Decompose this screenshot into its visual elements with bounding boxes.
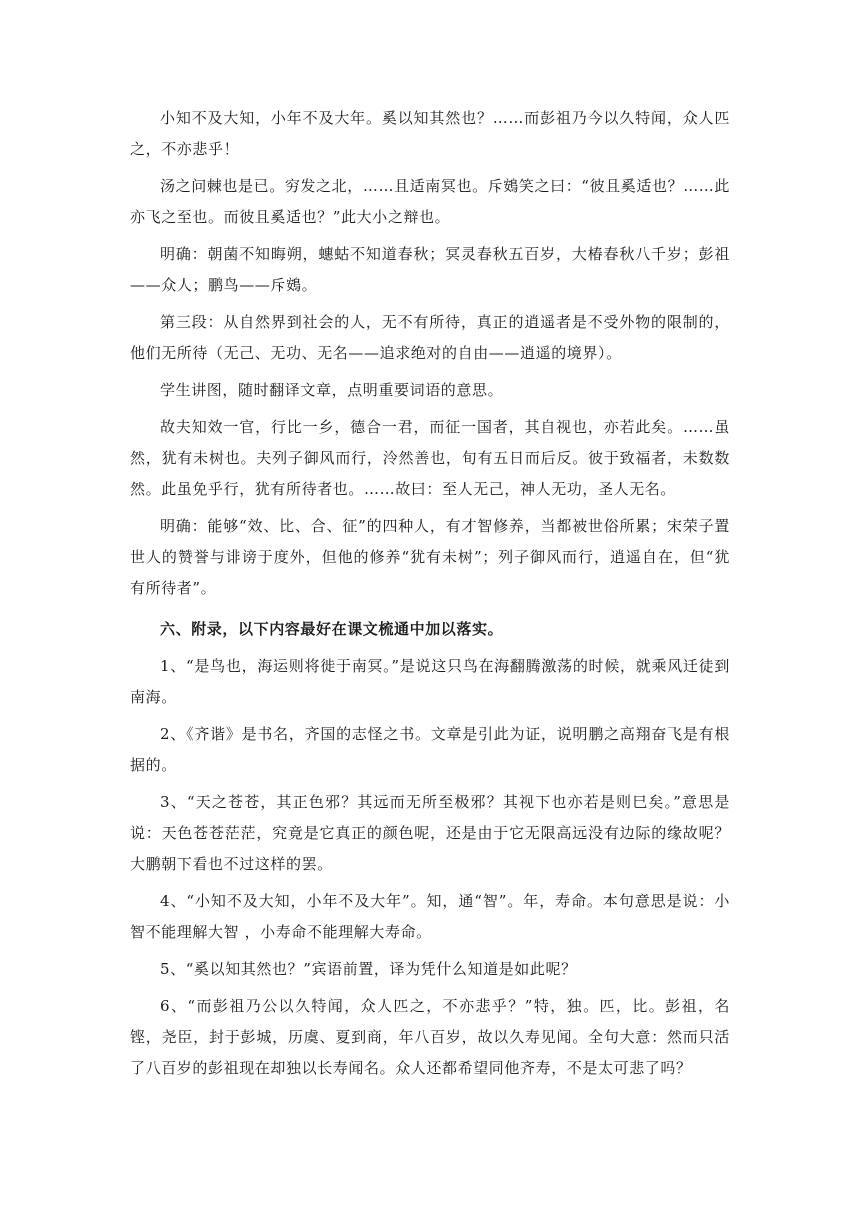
appendix-heading: 六、附录，以下内容最好在课文梳通中加以落实。 (160, 620, 504, 638)
document-body (130, 103, 730, 1090)
appendix-item: 1、“是鸟也，海运则将徙于南冥。”是说这只鸟在海翻腾激荡的时候，就乘风迁徒到南海。 (130, 657, 730, 706)
appendix-item: 5、“奚以知其然也？”宾语前置，译为凭什么知道是如此呢？ (160, 960, 577, 978)
paragraph: 小知不及大知，小年不及大年。奚以知其然也？……而彭祖乃今以久特闻，众人匹之，不亦悲乎！ (130, 109, 730, 158)
paragraph: 明确：朝菌不知晦朔，蟪蛄不知道春秋；冥灵春秋五百岁，大椿春秋八千岁；彭祖——众人；鹏鸟——斥鴳。 (130, 245, 730, 294)
paragraph: 学生讲图，随时翻译文章，点明重要词语的意思。 (160, 381, 504, 399)
paragraph: 汤之问棘也是已。穷发之北，……且适南冥也。斥鴳笑之曰：“彼且奚适也？……此亦飞之至也。而彼且奚适也？”此大小之辩也。 (130, 177, 730, 226)
paragraph: 第三段：从自然界到社会的人，无不有所待，真正的逍遥者是不受外物的限制的，他们无所待（无己、无功、无名——追求绝对的自由——逍遥的境界）。 (130, 313, 730, 362)
appendix-item: 3、“天之苍苍，其正色邪？其远而无所至极邪？其视下也亦若是则巳矣。”意思是说：天色苍苍茫茫，究竟是它真正的颜色呢，还是由于它无限高远没有边际的缘故呢？大鹏朝下看也不过这样的罢。 (130, 793, 730, 873)
paragraph: 故夫知效一官，行比一乡，德合一君，而征一国者，其自视也，亦若此矣。……虽然，犹有未树也。夫列子御风而行，泠然善也，旬有五日而后反。彼于致福者，未数数然。此虽免乎行，犹有所待者也。……故曰：至人无己，神人无功，圣人无名。 (130, 418, 730, 498)
paragraph: 明确：能够“效、比、合、征”的四种人，有才智修养，当都被世俗所累；宋荣子置世人的赞誉与诽谤于度外，但他的修养“犹有未树”；列子御风而行，逍遥自在，但“犹有所待者”。 (130, 517, 730, 597)
appendix-item: 4、“小知不及大知，小年不及大年”。知，通“智”。年，寿命。本句意思是说：小智不能理解大智 ，小寿命不能理解大寿命。 (130, 892, 730, 941)
appendix-item: 6、“而彭祖乃公以久特闻，众人匹之，不亦悲乎？”特，独。匹，比。彭祖，名铿，尧臣，封于彭城，历虞、夏到商，年八百岁，故以久寿见闻。全句大意：然而只活了八百岁的彭祖现在却独以长寿闻名。众人还都希望同他齐寿，不是太可悲了吗？ (130, 997, 730, 1077)
appendix-item: 2、《齐谐》是书名，齐国的志怪之书。文章是引此为证，说明鹏之高翔奋飞是有根据的。 (130, 725, 730, 774)
